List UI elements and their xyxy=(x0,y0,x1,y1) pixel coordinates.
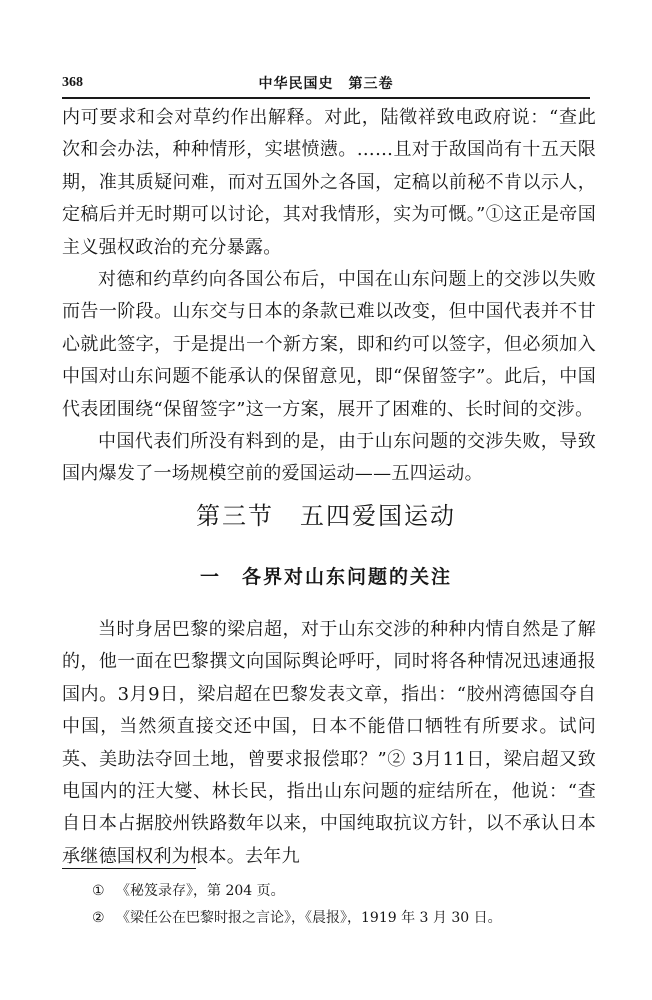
paragraph: 当时身居巴黎的梁启超，对于山东交涉的种种内情自然是了解的，他一面在巴黎撰文向国际舆论呼吁，同时将各种情况迅速通报国内。3月9日，梁启超在巴黎发表文章，指出：“胶州湾德国夺自中国，当然须直接交还中国，日本不能借口牺牲有所要求。试问英、美助法夺回土地，曾要求报偿耶？”② 3月11日，梁启超又致电国内的汪大燮、林长民，指出山东问题的症结所在，他说：“查自日本占据胶州铁路数年以来，中国纯取抗议方针，以不承认日本承继德国权利为根本。去年九 xyxy=(62,619,596,867)
paragraph: 对德和约草约向各国公布后，中国在山东问题上的交涉以失败而告一阶段。山东交与日本的条款已难以改变，但中国代表并不甘心就此签字，于是提出一个新方案，即和约可以签字，但必须加入中国对山东问题不能承认的保留意见，即“保留签字”。此后，中国代表团围绕“保留签字”这一方案，展开了困难的、长时间的交涉。 xyxy=(62,269,596,420)
body-text-top xyxy=(62,102,596,491)
paragraph: 内可要求和会对草约作出解释。对此，陆徵祥致电政府说：“查此次和会办法，种种情形，实堪愤懑。……且对于敌国尚有十五天限期，准其质疑问难，而对五国外之各国，定稿以前秘不肯以示人，定稿后并无时期可以讨论，其对我情形，实为可慨。”①这正是帝国主义强权政治的充分暴露。 xyxy=(62,107,596,258)
footnotes xyxy=(92,878,592,932)
body-text-bottom xyxy=(62,614,596,873)
subsection-title: 一 各界对山东问题的关注 xyxy=(199,566,452,588)
footnote-rule xyxy=(62,868,196,869)
footnote-marker: ① xyxy=(92,883,105,899)
header-rule xyxy=(62,97,590,99)
footnote-marker: ② xyxy=(92,910,105,926)
footnote xyxy=(92,905,592,932)
running-head: 中华民国史 第三卷 xyxy=(258,76,394,92)
footnote-text: 《梁任公在巴黎时报之言论》，《晨报》，1919 年 3 月 30 日。 xyxy=(116,910,502,926)
footnote xyxy=(92,878,592,905)
section-title: 第三节 五四爱国运动 xyxy=(196,502,456,530)
footnote-text: 《秘笈录存》，第 204 页。 xyxy=(116,883,285,899)
page-number: 368 xyxy=(62,75,83,90)
paragraph: 中国代表们所没有料到的是，由于山东问题的交涉失败，导致国内爆发了一场规模空前的爱国运动——五四运动。 xyxy=(62,431,596,485)
